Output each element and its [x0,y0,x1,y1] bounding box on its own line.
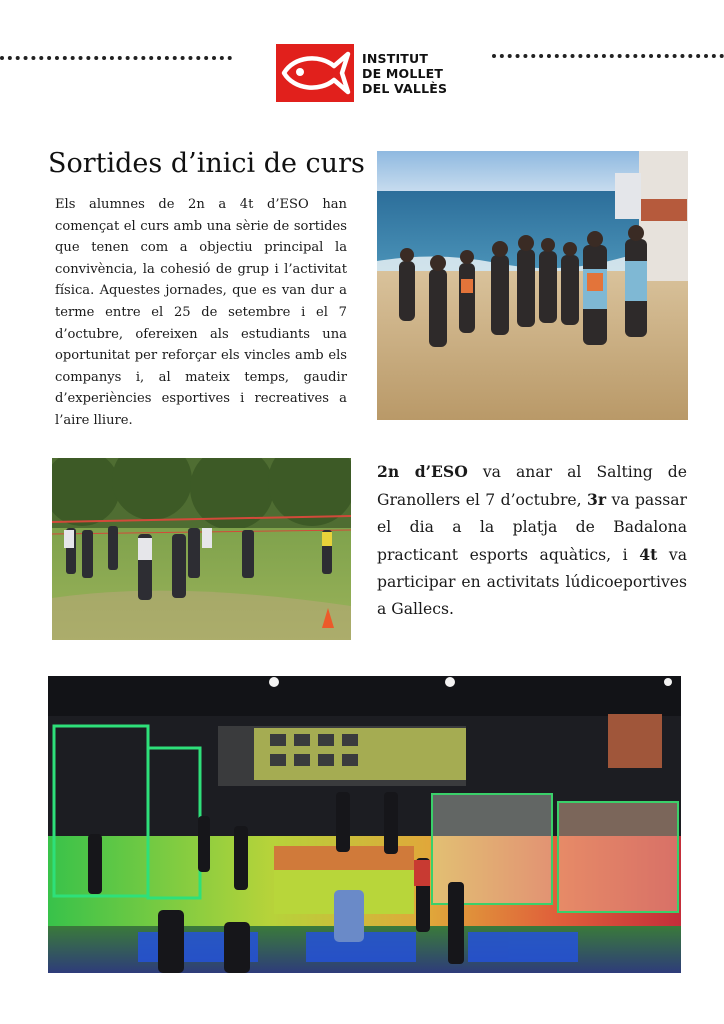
school-name-line-1: INSTITUT [362,51,429,66]
school-name [362,51,447,96]
decorative-dotted-line-left [0,56,232,60]
article-details [377,458,687,623]
school-logo [276,44,456,104]
decorative-dotted-line-right [492,54,724,58]
grade-4-label: 4t [639,545,658,564]
grade-3-text: va passar el dia a la platja de Badalona practicant esports aquàtics, i [377,491,687,564]
group-on-beach-photo [377,151,688,420]
grade-2-label: 2n d’ESO [377,462,468,481]
school-name-line-3: DEL VALLÈS [362,81,448,96]
grade-3-label: 3r [586,490,607,509]
trampoline-park-photo [48,676,681,973]
volleyball-field-photo [52,458,351,640]
fish-logo-icon [276,44,354,102]
grade-4-text: va participar en activitats lúdicoeportives a Gallecs. [377,546,687,618]
grade-2-text: va anar al Salting de Granollers el 7 d’octubre, [377,463,687,509]
article-title: Sortides d’inici de curs [48,148,365,179]
school-name-line-2: DE MOLLET [362,66,444,81]
article-intro: Els alumnes de 2n a 4t d’ESO han començat el curs amb una sèrie de sortides que tenen com a objectiu principal la convivència, la cohesió de grup i l’activitat física. Aquestes jornades, que es van dur a terme entre el 25 de setembre i el 7 d’octubre, ofereixen als estudiants una oportunitat per reforçar els vincles amb els companys i, al mateix temps, gaudir d’experiències esportives i recreatives a l’aire lliure. [55,197,347,428]
